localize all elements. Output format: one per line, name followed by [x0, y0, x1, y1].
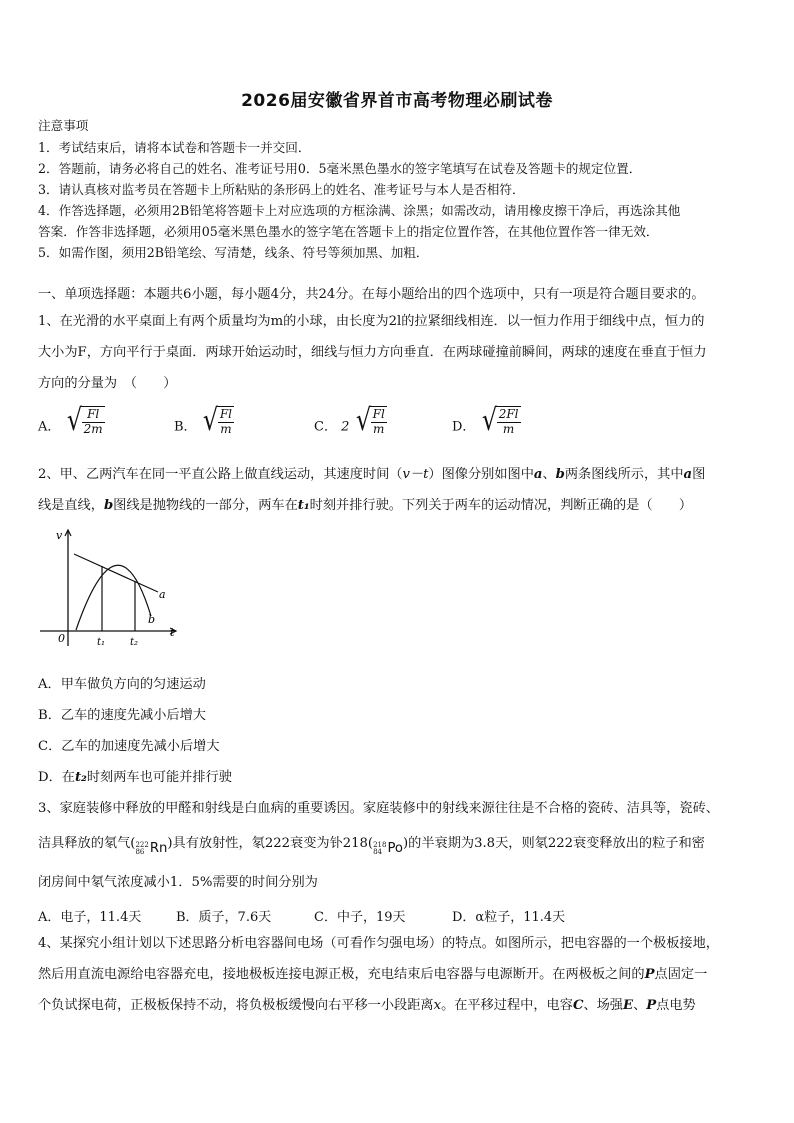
- notice-line-5: 答案．作答非选择题，必须用05毫米黑色墨水的签字笔在答题卡上的指定位置作答，在其他位置作答一律无效．: [38, 224, 659, 239]
- q1-line-1: 1、在光滑的水平桌面上有两个质量均为m的小球，由长度为2l的拉紧细线相连．以一恒力作用于细线中点，恒力的: [38, 314, 705, 329]
- text: 时刻两车也可能并排行驶: [86, 770, 232, 785]
- sqrt-expr: [201, 403, 234, 439]
- y-axis-label: v: [56, 529, 63, 542]
- mass-number: 218: [373, 841, 387, 849]
- fraction-numerator: Fl: [372, 407, 385, 421]
- mass-number: 222: [135, 841, 149, 849]
- t1-label: t₁: [97, 637, 106, 648]
- text: 洁具释放的氡气(: [38, 836, 136, 851]
- radical-sign: √: [481, 403, 497, 439]
- fraction-denominator: m: [373, 421, 385, 436]
- label-b: b: [555, 467, 565, 482]
- text: 、: [542, 467, 556, 482]
- fraction-denominator: 2m: [83, 421, 103, 436]
- q1-line-3: 方向的分量为 （ ）: [38, 376, 177, 391]
- fraction-numerator: Fl: [82, 408, 105, 423]
- distance-x: x: [433, 998, 442, 1013]
- text: 图: [692, 467, 706, 482]
- notice-line-2: 2．答题前，请务必将自己的姓名、准考证号用0．5毫米黑色墨水的签字笔填写在试卷及答题卡的规定位置．: [38, 161, 642, 176]
- text: )的半衰期为3.8天，则氡222衰变释放出的粒子和密: [403, 836, 705, 851]
- element-symbol: Po: [387, 841, 404, 857]
- q4-line-2: [38, 968, 707, 981]
- q3-option-d[interactable]: D．α粒子，11.4天: [452, 910, 566, 925]
- point-p: P: [646, 998, 657, 1013]
- line-a-label: a: [159, 588, 166, 601]
- atomic-number: 86: [135, 848, 145, 856]
- text: 、场强: [583, 998, 623, 1013]
- q1-line-2: 大小为F，方向平行于桌面．两球开始运动时，细线与恒力方向垂直．在两球碰撞前瞬间，两球的速度在垂直于恒力: [38, 345, 707, 360]
- fraction-numerator: 2Fl: [498, 407, 519, 421]
- option-label: D．: [452, 419, 476, 435]
- curve-b-label: b: [148, 613, 156, 626]
- text: 点固定一: [654, 967, 708, 982]
- polonium-nuclide: [373, 842, 403, 856]
- sqrt-expr: [354, 403, 387, 439]
- q3-option-a[interactable]: A．电子，11.4天: [38, 910, 142, 925]
- q2-line-2: [38, 499, 692, 512]
- q2-option-b[interactable]: B．乙车的速度先减小后增大: [38, 708, 206, 723]
- t1-symbol: t₁: [297, 498, 310, 513]
- q4-line-3: [38, 999, 696, 1012]
- q1-option-a[interactable]: [38, 403, 105, 439]
- sqrt-expr: [65, 403, 105, 439]
- text: 时刻并排行驶。下列关于两车的运动情况，判断正确的是（ ）: [309, 498, 693, 513]
- point-p: P: [644, 967, 655, 982]
- vt-graph: [34, 528, 184, 658]
- q3-option-c[interactable]: C．中子，19天: [314, 910, 406, 925]
- capacitance-c: C: [572, 998, 584, 1013]
- fraction-denominator: m: [502, 421, 515, 436]
- option-label: B．: [174, 419, 197, 435]
- text: 点电势: [656, 998, 696, 1013]
- radon-nuclide: [135, 842, 167, 856]
- text: ）图像分别如图中: [428, 467, 534, 482]
- t2-symbol: t₂: [74, 770, 87, 785]
- notice-line-3: 3．请认真核对监考员在答题卡上所粘贴的条形码上的姓名、准考证号与本人是否相符．: [38, 182, 525, 197]
- text: 线是直线，: [38, 498, 104, 513]
- q4-line-1: 4、某探究小组计划以下述思路分析电容器间电场（可看作匀强电场）的特点。如图所示，把电容器的一个极板接地，: [38, 936, 719, 951]
- element-symbol: Rn: [149, 841, 168, 857]
- option-coef: 2: [341, 419, 350, 435]
- origin-label: 0: [58, 632, 65, 645]
- text: D．在: [38, 770, 75, 785]
- q1-option-b[interactable]: [174, 403, 234, 439]
- q2-option-c[interactable]: C．乙车的加速度先减小后增大: [38, 739, 220, 754]
- text: )具有放射性，氡222衰变为钋218(: [167, 836, 374, 851]
- option-label: A．: [38, 419, 61, 435]
- text: 两条图线所示，其中: [564, 467, 684, 482]
- q1-option-c[interactable]: [314, 403, 387, 439]
- section-heading: 一、单项选择题：本题共6小题，每小题4分，共24分。在每小题给出的四个选项中，只有一项是符合题目要求的。: [38, 287, 705, 302]
- q2-option-a[interactable]: A．甲车做负方向的匀速运动: [38, 677, 206, 692]
- text: 然后用直流电源给电容器充电，接地极板连接电源正极，充电结束后电容器与电源断开。在两极板之间的: [38, 967, 645, 982]
- notice-line-6: 5．如需作图，须用2B铅笔绘、写清楚，线条、符号等须加黑、加粗．: [38, 245, 429, 260]
- q3-option-b[interactable]: B．质子，7.6天: [176, 910, 272, 925]
- q3-line-3: 闭房间中氡气浓度减小1．5%需要的时间分别为: [38, 875, 318, 890]
- label-a: a: [533, 467, 543, 482]
- notice-line-4: 4．作答选择题，必须用2B铅笔将答题卡上对应选项的方框涂满、涂黑；如需改动，请用橡皮擦干净后，再选涂其他: [38, 203, 681, 218]
- t2-label: t₂: [130, 637, 139, 648]
- text: 、: [633, 998, 647, 1013]
- option-label: C．: [314, 419, 337, 435]
- notice-line-1: 1．考试结束后，请将本试卷和答题卡一并交回．: [38, 140, 311, 155]
- vt-symbol: v－t: [402, 467, 429, 482]
- text: 图线是抛物线的一部分，两车在: [113, 498, 298, 513]
- radical-sign: √: [66, 403, 82, 439]
- curve-b: [76, 565, 151, 630]
- sqrt-expr: [480, 403, 521, 439]
- label-a: a: [683, 467, 693, 482]
- text: 2、甲、乙两汽车在同一平直公路上做直线运动，其速度时间（: [38, 467, 403, 482]
- x-axis-label: t: [170, 626, 175, 639]
- fraction-denominator: m: [220, 421, 232, 436]
- radical-sign: √: [202, 403, 218, 439]
- q2-line-1: [38, 468, 705, 481]
- atomic-number: 84: [373, 848, 382, 856]
- field-e: E: [623, 998, 634, 1013]
- fraction-numerator: Fl: [219, 407, 232, 421]
- q3-line-2: [38, 837, 705, 856]
- q1-option-d[interactable]: [452, 403, 521, 439]
- page-title: 2026届安徽省界首市高考物理必刷试卷: [241, 91, 553, 111]
- text: 个负试探电荷，正极板保持不动，将负极板缓慢向右平移一小段距离: [38, 998, 434, 1013]
- text: 。在平移过程中，电容: [441, 998, 573, 1013]
- q2-option-d[interactable]: [38, 771, 232, 784]
- label-b: b: [103, 498, 114, 513]
- radical-sign: √: [355, 403, 371, 439]
- notice-heading: 注意事项: [38, 118, 89, 133]
- line-a: [74, 554, 158, 592]
- q3-line-1: 3、家庭装修中释放的甲醛和射线是白血病的重要诱因。家庭装修中的射线来源往往是不合格的瓷砖、洁具等，瓷砖、: [38, 801, 719, 816]
